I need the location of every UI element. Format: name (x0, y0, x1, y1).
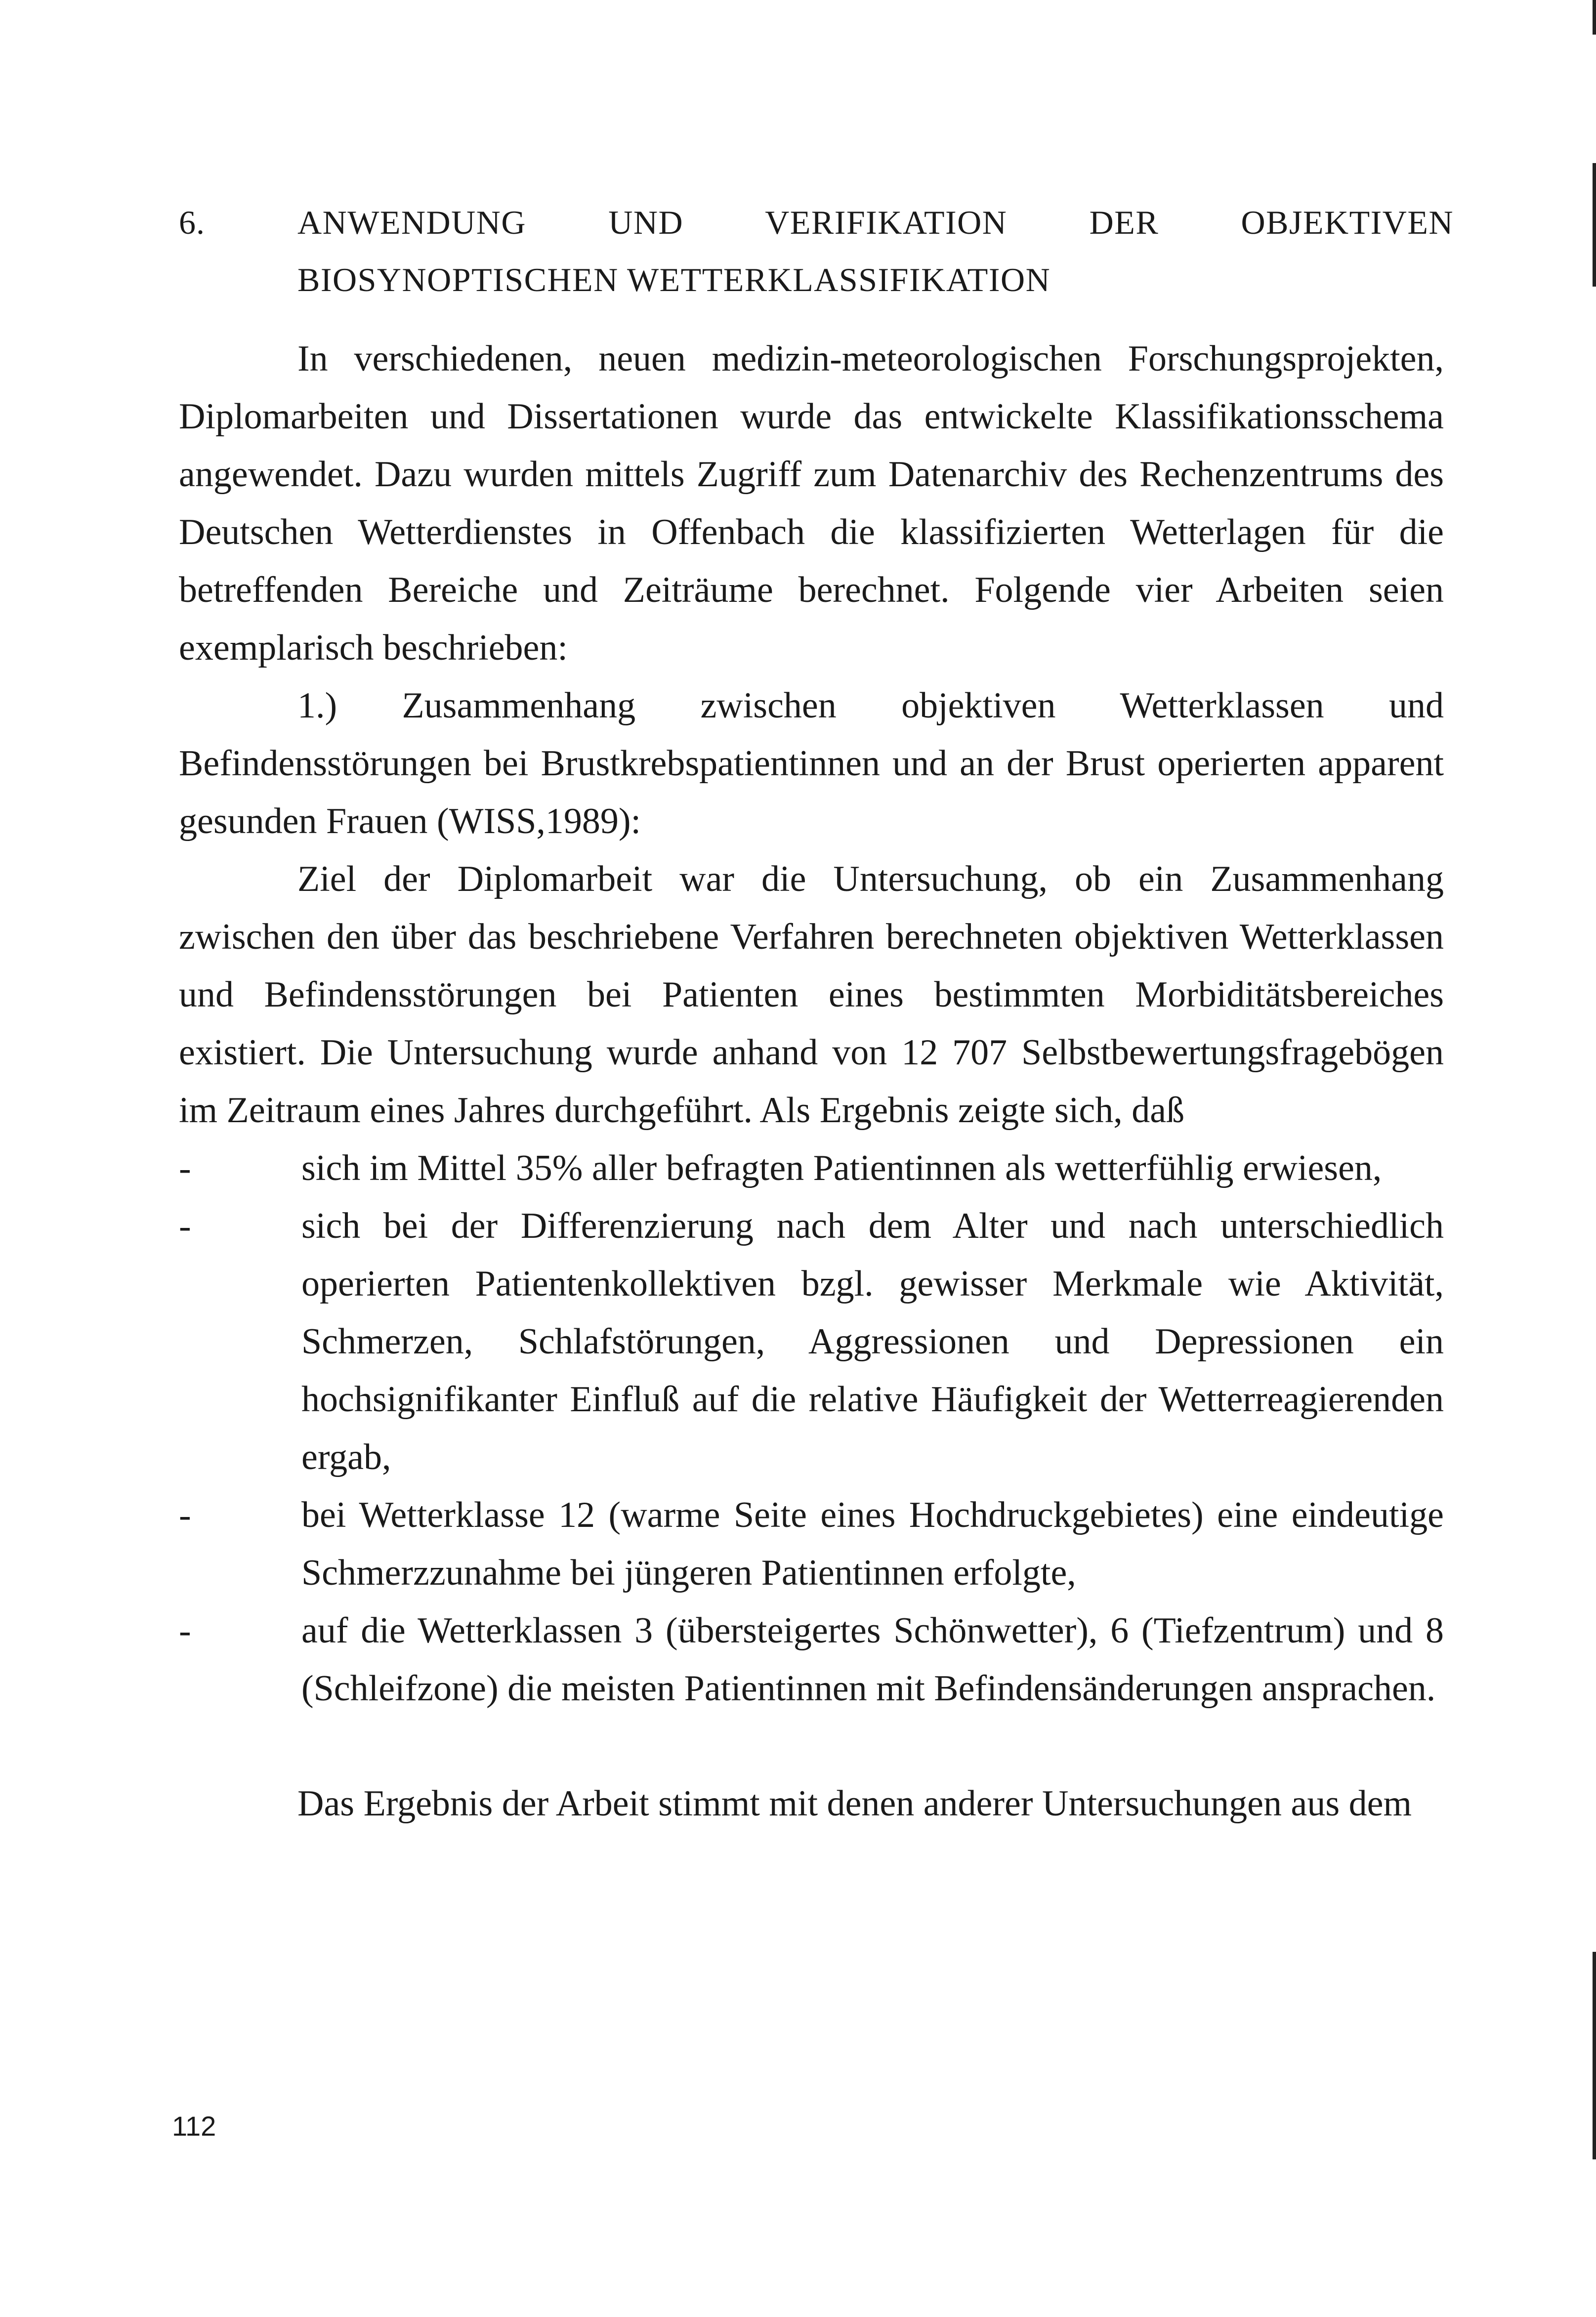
paragraph-study-description: Ziel der Diplomarbeit war die Untersuchung, ob ein Zusammenhang zwischen den über das beschriebene Verfahren berechneten objektiven Wetterklassen und Befindensstörungen bei Patienten eines bestimmten Morbiditätsbereiches existiert. Die Untersuchung wurde anhand von 12 707 Selbstbewertungsfragebögen im Zeitraum eines Jahres durchgeführt. Als Ergebnis zeigte sich, daß (179, 859, 1444, 1131)
list-item (179, 1602, 1444, 1718)
list-item-text: sich im Mittel 35% aller befragten Patientinnen als wetterfühlig erwiesen, (301, 1148, 1382, 1188)
list-item (179, 1486, 1444, 1602)
paragraph-study-title: 1.) Zusammenhang zwischen objektiven Wetterklassen und Befindensstörungen bei Brustkrebspatientinnen und an der Brust operierten apparent gesunden Frauen (WISS,1989): (179, 685, 1444, 842)
paragraph-intro: In verschiedenen, neuen medizin-meteorologischen Forschungsprojekten, Diplomarbeiten und Dissertationen wurde das entwickelte Klassifikationsschema angewendet. Dazu wurden mittels Zugriff zum Datenarchiv des Rechenzentrums des Deutschen Wetterdienstes in Offenbach die klassifizierten Wetterlagen für die betreffenden Bereiche und Zeiträume berechnet. Folgende vier Arbeiten seien exemplarisch beschrieben: (179, 338, 1444, 668)
list-item (179, 1139, 1444, 1197)
results-list (179, 1139, 1444, 1718)
list-item-text: auf die Wetterklassen 3 (übersteigertes Schönwetter), 6 (Tiefzentrum) und 8 (Schleifzone) die meisten Patientinnen mit Befindensänderungen ansprachen. (301, 1610, 1444, 1709)
page-number: 112 (172, 2110, 216, 2142)
paragraph-conclusion: Das Ergebnis der Arbeit stimmt mit denen anderer Untersuchungen aus dem (297, 1783, 1412, 1824)
body-text (179, 330, 1444, 1833)
section-number: 6. (179, 204, 205, 241)
list-dash: - (179, 1148, 191, 1188)
scan-edge-mark (1593, 163, 1596, 287)
list-item (179, 1197, 1444, 1486)
section-title: ANWENDUNG UND VERIFIKATION DER OBJEKTIVEN BIOSYNOPTISCHEN WETTERKLASSIFIKATION (297, 204, 1454, 298)
list-item-text: bei Wetterklasse 12 (warme Seite eines Hochdruckgebietes) eine eindeutige Schmerzzunahme bei jüngeren Patientinnen erfolgte, (301, 1495, 1444, 1593)
scan-edge-mark (1593, 0, 1596, 35)
list-dash: - (179, 1206, 191, 1246)
list-item-text: sich bei der Differenzierung nach dem Alter und nach unterschiedlich operierten Patientenkollektiven bzgl. gewisser Merkmale wie Aktivität, Schmerzen, Schlafstörungen, Aggressionen und Depressionen ein hochsignifikanter Einfluß auf die relative Häufigkeit der Wetterreagierenden ergab, (301, 1206, 1444, 1477)
scan-edge-mark (1593, 1952, 1596, 2159)
list-dash: - (179, 1610, 191, 1651)
list-dash: - (179, 1495, 191, 1535)
